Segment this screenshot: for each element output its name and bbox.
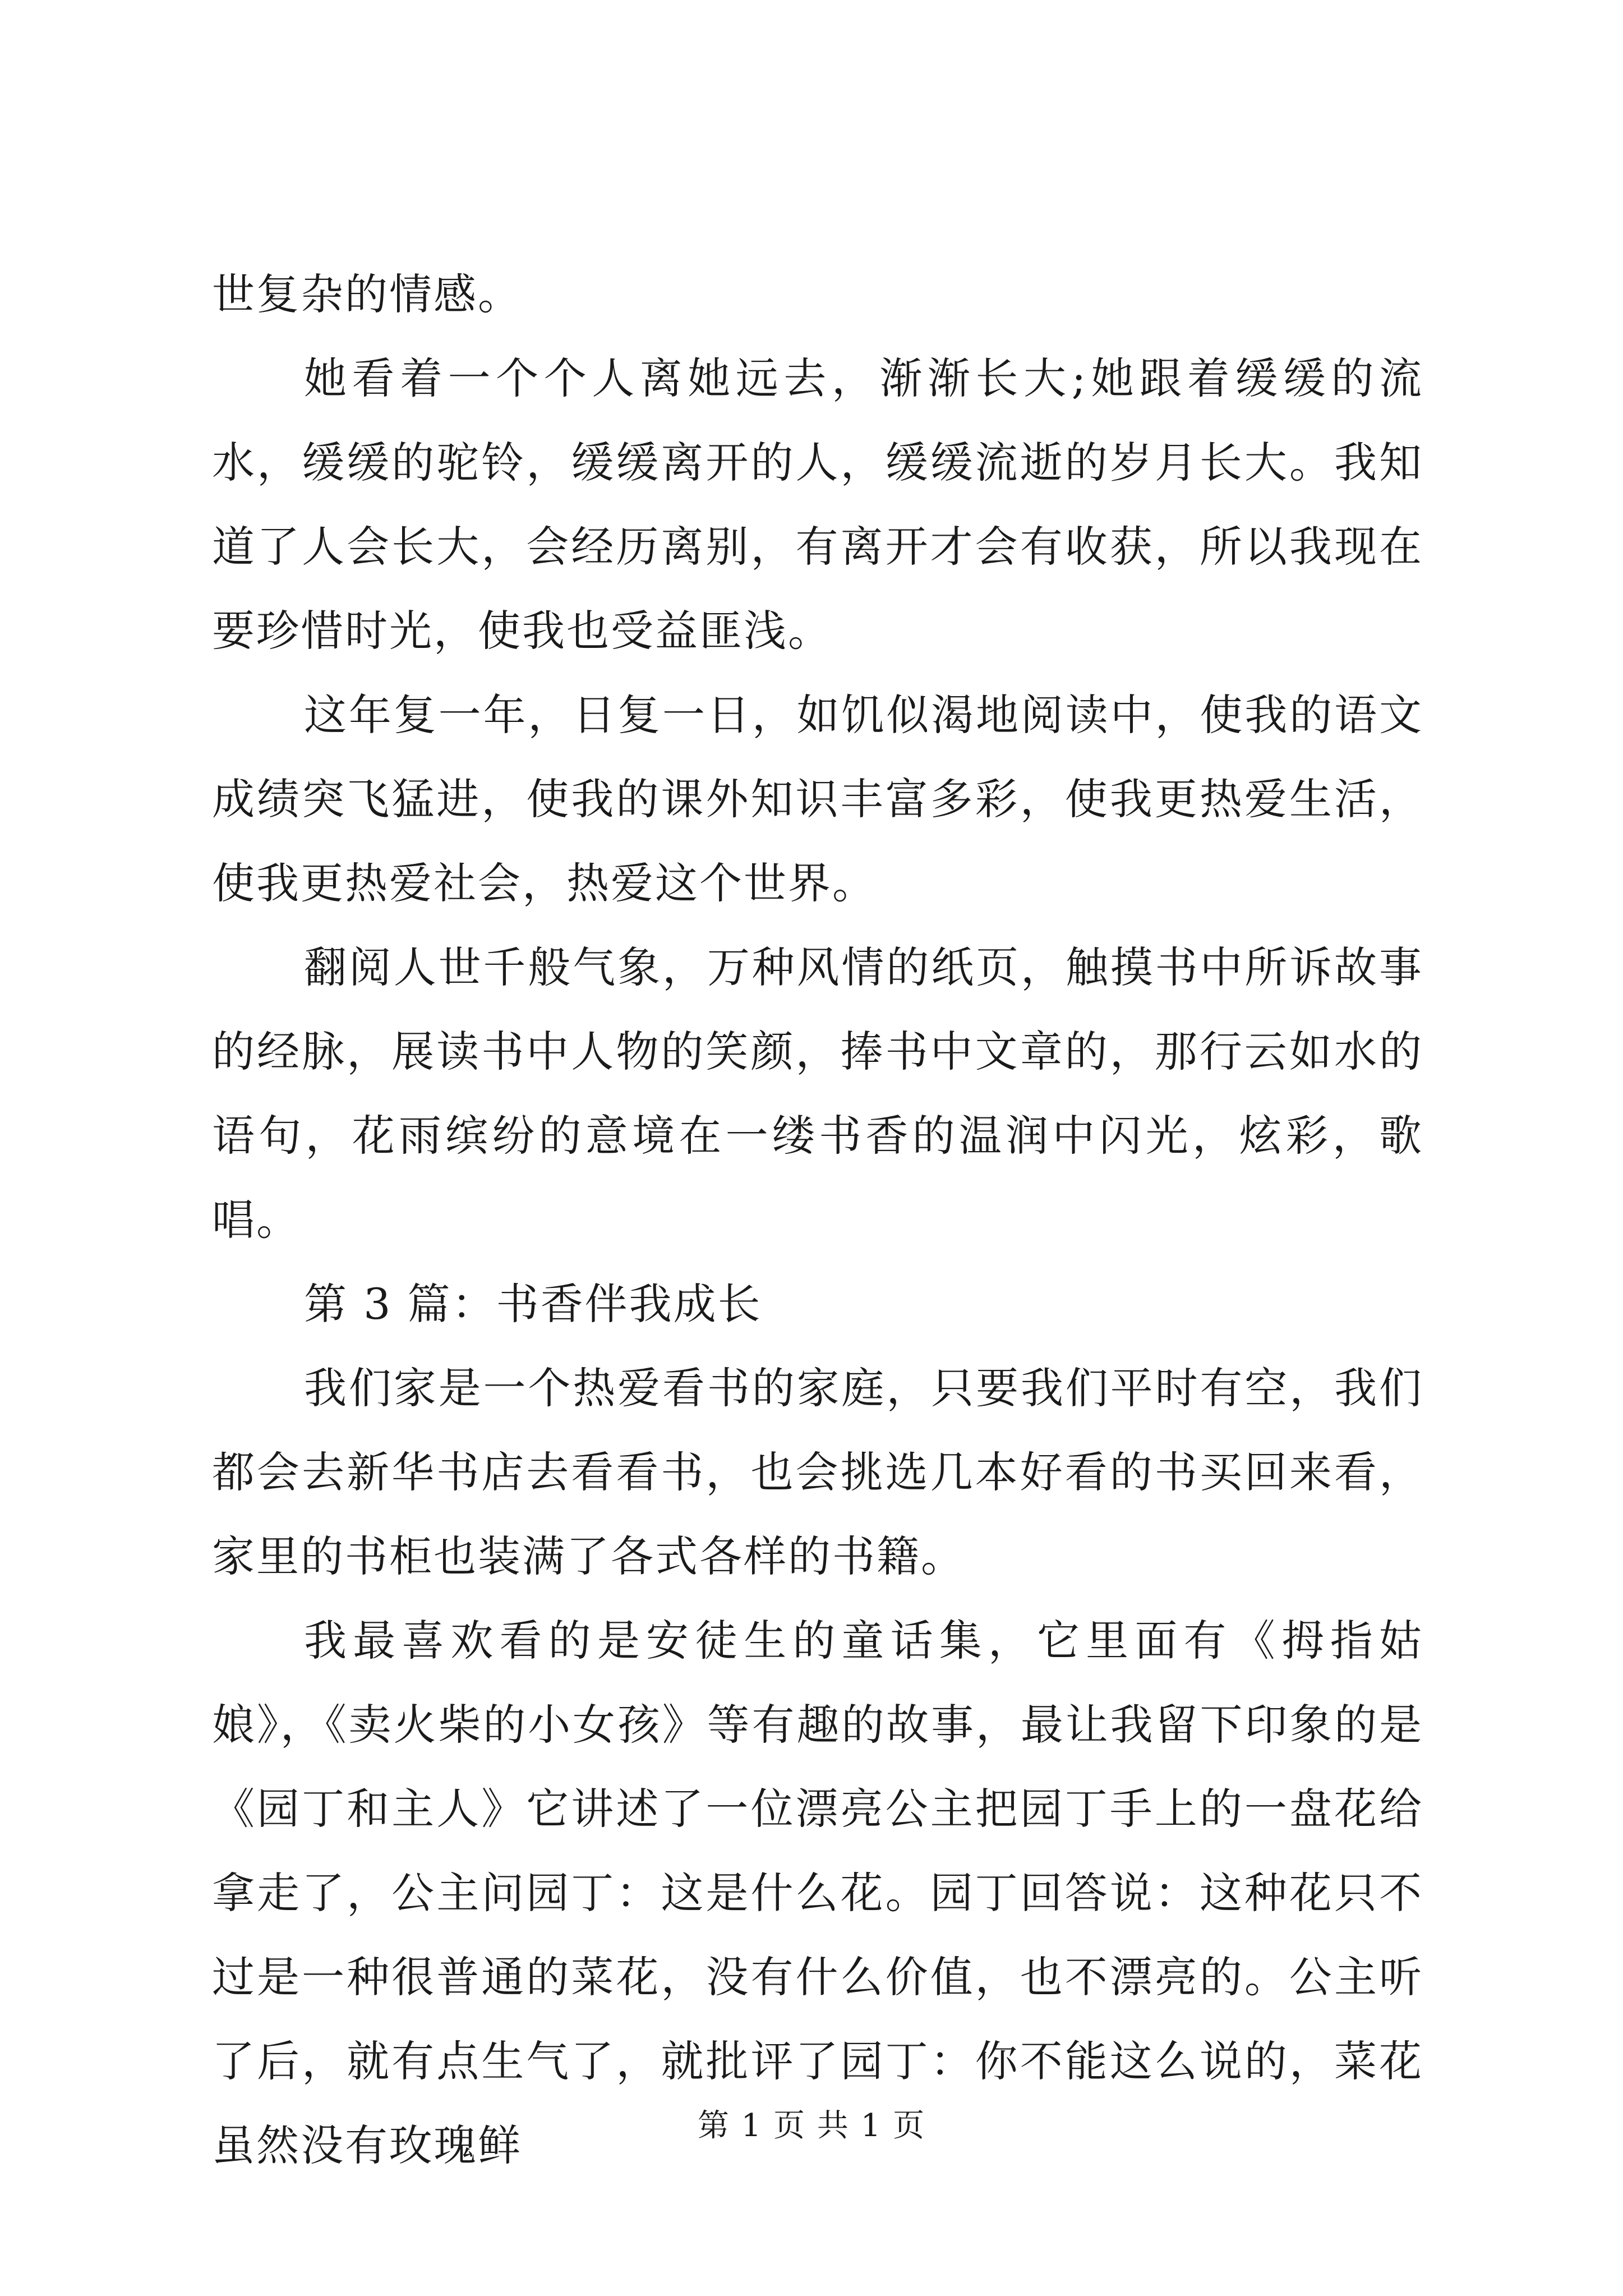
paragraph-1: 世复杂的情感。 xyxy=(212,269,522,319)
document-body xyxy=(212,252,1423,2188)
paragraph-2: 她看着一个个人离她远去，渐渐长大;她跟着缓缓的流水，缓缓的驼铃，缓缓离开的人，缓缓流逝的岁月长大。我知道了人会长大，会经历离别，有离开才会有收获，所以我现在要珍惜时光，使我也受益匪浅。 xyxy=(212,353,1423,656)
paragraph-4: 翻阅人世千般气象，万种风情的纸页，触摸书中所诉故事的经脉，展读书中人物的笑颜，捧书中文章的，那行云如水的语句，花雨缤纷的意境在一缕书香的温润中闪光，炫彩，歌唱。 xyxy=(212,942,1423,1245)
paragraph-3: 这年复一年，日复一日，如饥似渴地阅读中，使我的语文成绩突飞猛进，使我的课外知识丰富多彩，使我更热爱生活，使我更热爱社会，热爱这个世界。 xyxy=(212,690,1423,908)
paragraph-6: 我最喜欢看的是安徒生的童话集，它里面有《拇指姑娘》，《卖火柴的小女孩》等有趣的故事，最让我留下印象的是《园丁和主人》它讲述了一位漂亮公主把园丁手上的一盘花给拿走了，公主问园丁：这是什么花。园丁回答说：这种花只不过是一种很普通的菜花，没有什么价值，也不漂亮的。公主听了后，就有点生气了，就批评了园丁：你不能这么说的，菜花虽然没有玫瑰鲜 xyxy=(212,1616,1423,2170)
section-heading: 第 3 篇：书香伴我成长 xyxy=(304,1279,762,1329)
paragraph-5: 我们家是一个热爱看书的家庭，只要我们平时有空，我们都会去新华书店去看看书，也会挑选几本好看的书买回来看，家里的书柜也装满了各式各样的书籍。 xyxy=(212,1363,1423,1581)
page-footer: 第 1 页 共 1 页 xyxy=(697,2108,926,2144)
